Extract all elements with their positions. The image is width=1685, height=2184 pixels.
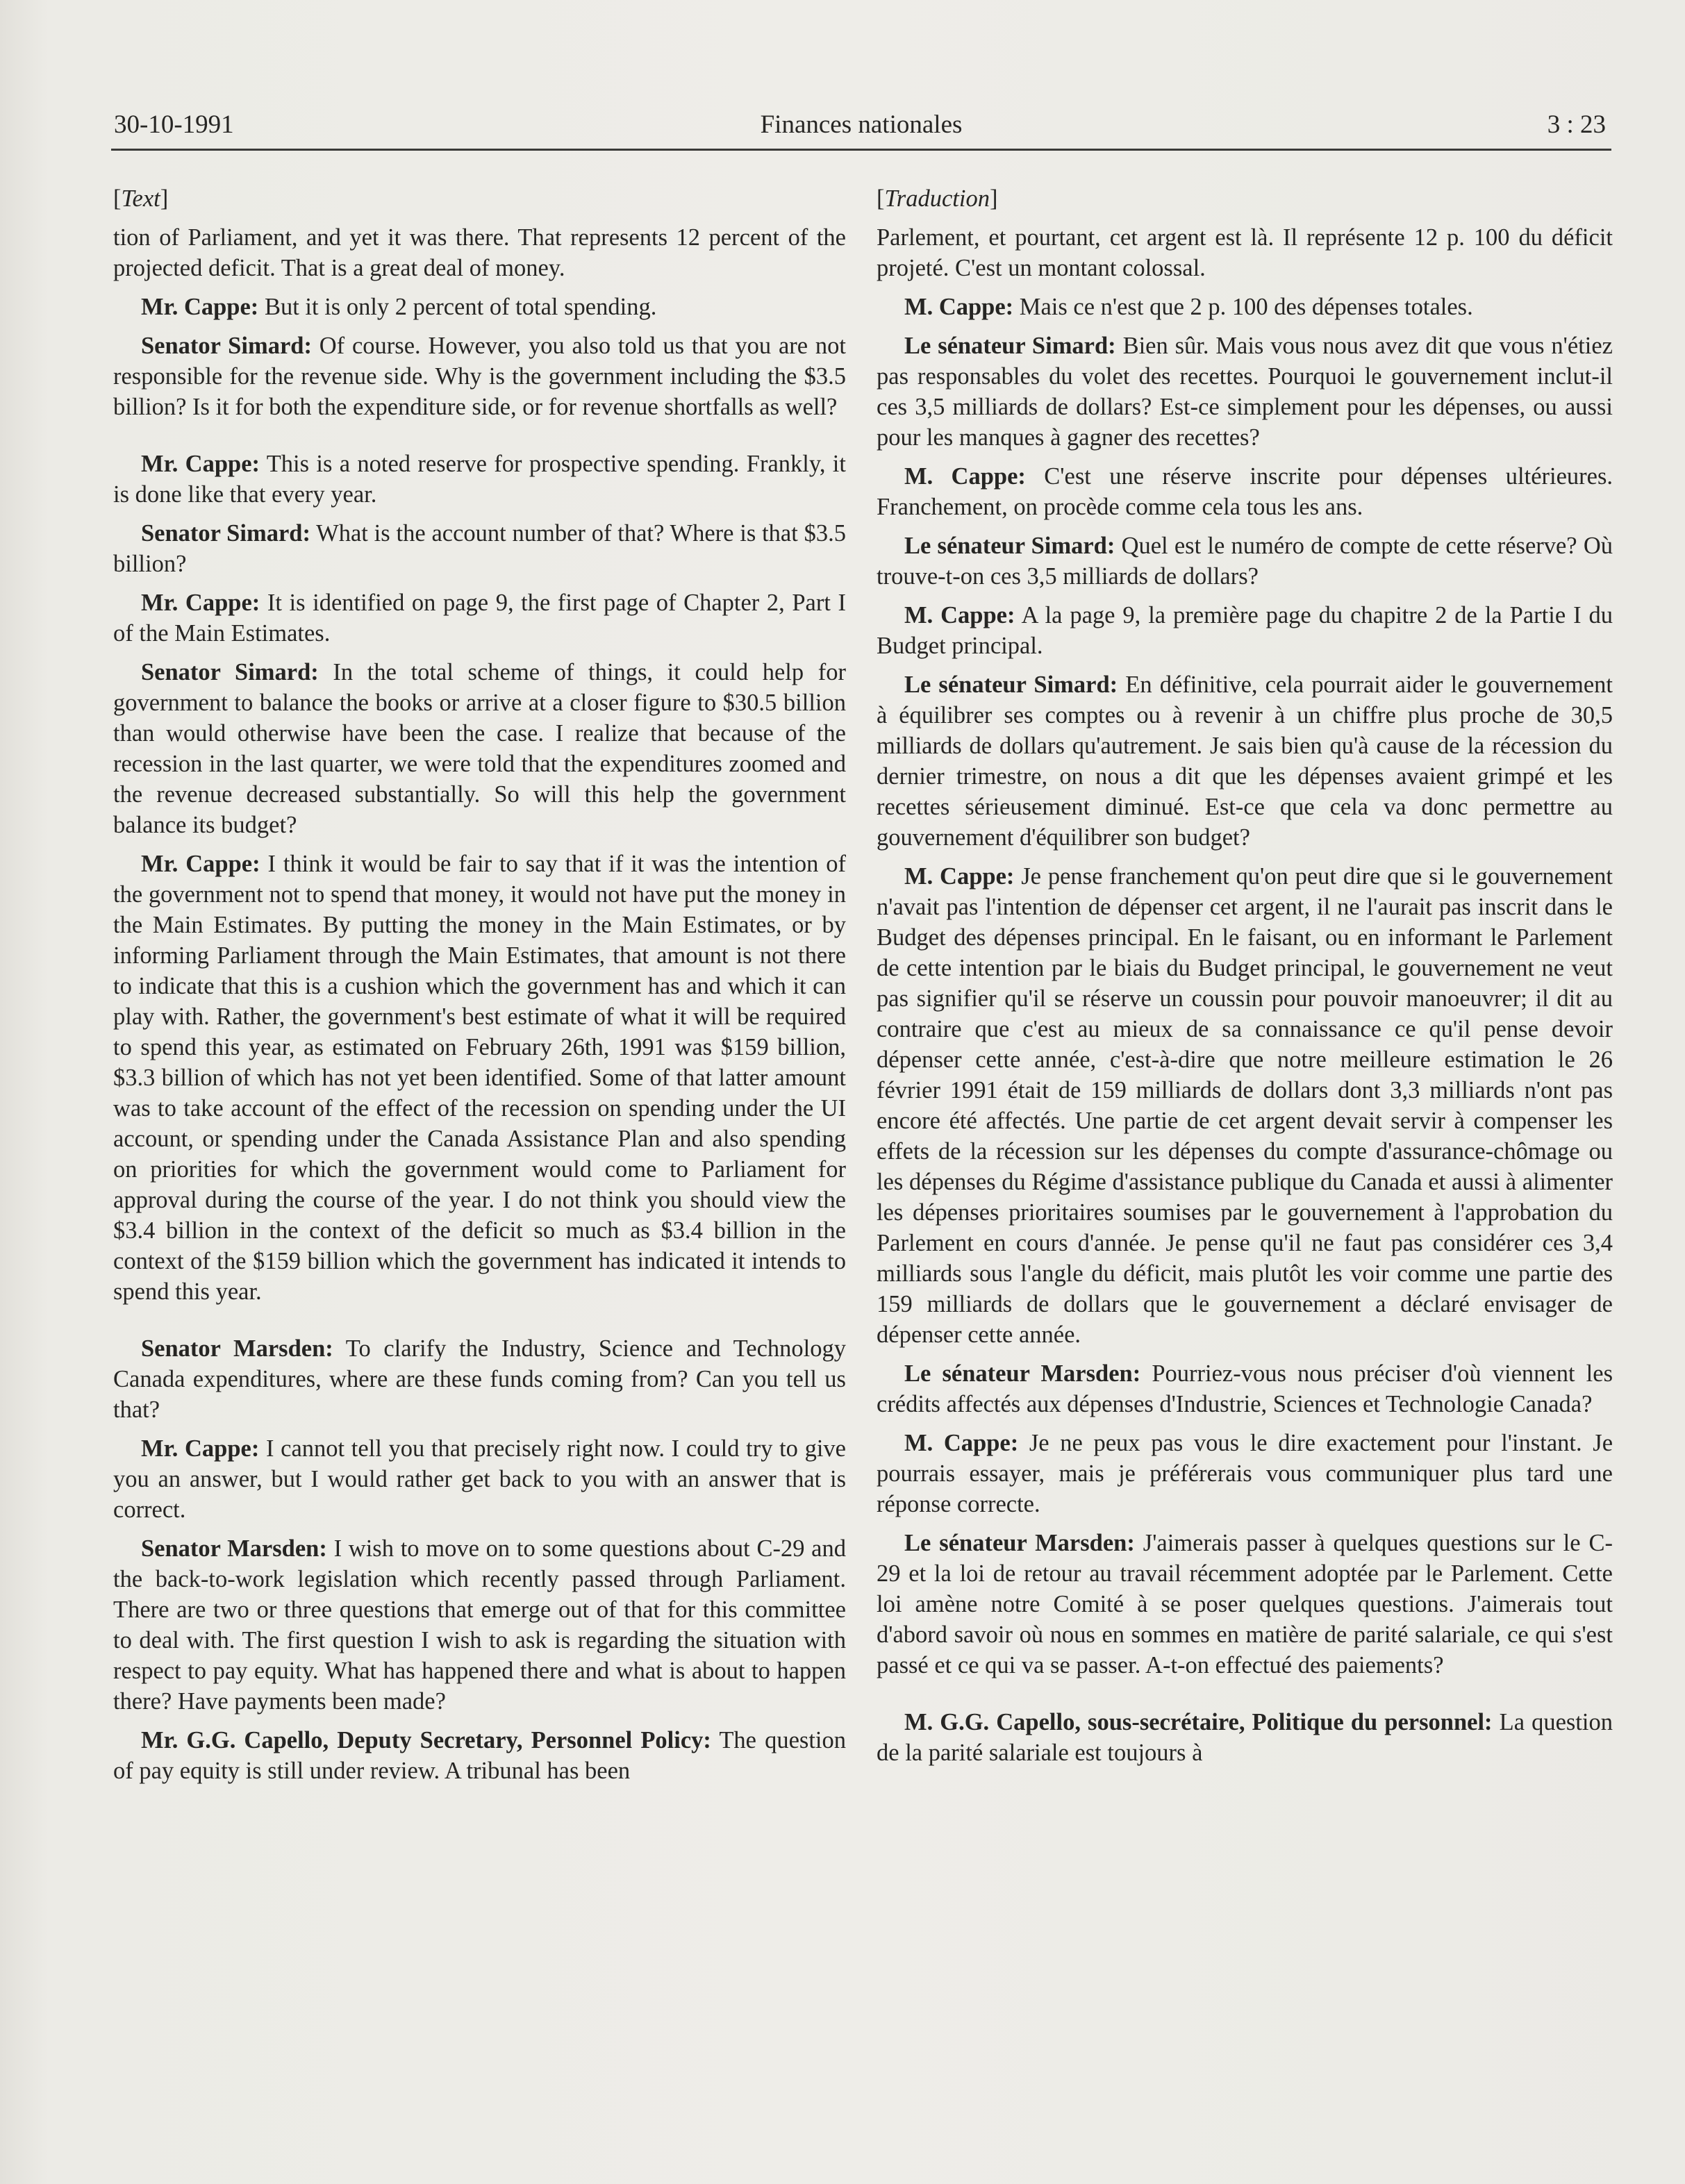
page-header	[111, 107, 1611, 151]
paragraph: Mr. Cappe: I think it would be fair to say that if it was the intention of the government not to spend that money, it would not have put the money in the Main Estimates. By putting the money in the Main Estimates, or by informing Parliament through the Main Estimates, that amount is not there to indicate that this is a cushion which the government has and which it can play with. Rather, the government's best estimate of what it will be required to spend this year, as estimated on February 26th, 1991 was $159 billion, $3.3 billion of which has not yet been identified. Some of that latter amount was to take account of the effect of the recession on spending under the UI account, or spending under the Canada Assistance Plan and also spending on priorities for which the government would come to Parliament for approval during the course of the year. I do not think you should view the $3.4 billion in the context of the deficit so much as $3.4 billion in the context of the $159 billion which the government has indicated it intends to spend this year.	[113, 851, 847, 1305]
paragraph: Le sénateur Simard: En définitive, cela pourrait aider le gouvernement à équilibrer ses comptes ou à revenir à un chiffre plus proche de 30,5 milliards de dollars qu'autrement. Je sais bien qu'à cause de la récession du dernier trimestre, on nous a dit que les dépenses avaient grimpé et les recettes sérieusement diminué. Est-ce que cela va donc permettre au gouvernement d'équilibrer son budget?	[877, 672, 1613, 851]
paragraph: Mr. Cappe: It is identified on page 9, the first page of Chapter 2, Part I of the Main Estimates.	[113, 590, 846, 647]
speaker-name: Senator Marsden:	[141, 1535, 327, 1562]
text-marker: [Text]	[113, 185, 169, 212]
paragraph: Le sénateur Marsden: Pourriez-vous nous préciser d'où viennent les crédits affectés aux dépenses d'Industrie, Sciences et Technologie Canada?	[877, 1360, 1613, 1417]
paragraph: Mr. G.G. Capello, Deputy Secretary, Personnel Policy: The question of pay equity is still under review. A tribunal has been	[113, 1727, 846, 1784]
speaker-name: Mr. Cappe:	[141, 590, 260, 616]
speaker-name: M. Cappe:	[904, 863, 1015, 890]
paragraph: M. Cappe: Mais ce n'est que 2 p. 100 des dépenses totales.	[904, 294, 1473, 320]
speaker-name: Senator Simard:	[141, 659, 319, 685]
paragraph: Senator Simard: In the total scheme of things, it could help for government to balance the books or arrive at a closer figure to $30.5 billion than would otherwise have been the case. I realize that because of the recession in the last quarter, we were told that the expenditures zoomed and the revenue decreased substantially. So will this help the government balance its budget?	[113, 659, 847, 838]
speaker-name: Senator Simard:	[141, 333, 312, 359]
english-column	[113, 183, 846, 1794]
speaker-name: Mr. Cappe:	[141, 851, 260, 877]
speaker-name: M. Cappe:	[904, 294, 1014, 320]
speaker-name: Le sénateur Marsden:	[904, 1530, 1135, 1556]
speaker-name: M. Cappe:	[904, 602, 1015, 628]
paragraph: Mr. Cappe: This is a noted reserve for prospective spending. Frankly, it is done like that every year.	[113, 451, 846, 508]
speaker-name: Mr. Cappe:	[141, 294, 259, 320]
speaker-name: M. Cappe:	[904, 463, 1026, 490]
speaker-name: Le sénateur Simard:	[904, 533, 1115, 559]
speaker-name: Le sénateur Marsden:	[904, 1360, 1141, 1387]
paragraph: Le sénateur Marsden: J'aimerais passer à quelques questions sur le C-29 et la loi de retour au travail récemment adoptée par le Parlement. Cette loi amène notre Comité à se poser quelques questions. J'aimerais tout d'abord savoir où nous en sommes en matière de parité salariale, ce qui s'est passé et ce qui va se passer. A-t-on effectué des paiements?	[877, 1530, 1613, 1678]
paragraph: Senator Marsden: To clarify the Industry, Science and Technology Canada expenditures, where are these funds coming from? Can you tell us that?	[113, 1335, 846, 1423]
paragraph: Mr. Cappe: I cannot tell you that precisely right now. I could try to give you an answer, but I would rather get back to you with an answer that is correct.	[113, 1435, 846, 1523]
paragraph: M. Cappe: C'est une réserve inscrite pour dépenses ultérieures. Franchement, on procède comme cela tous les ans.	[877, 463, 1613, 520]
speaker-name: Mr. Cappe:	[141, 451, 260, 477]
paragraph: tion of Parliament, and yet it was there. That represents 12 percent of the projected deficit. That is a great deal of money.	[113, 224, 846, 281]
paragraph: M. Cappe: A la page 9, la première page du chapitre 2 de la Partie I du Budget principal.	[877, 602, 1613, 659]
header-date: 30-10-1991	[114, 110, 234, 139]
paragraph: Le sénateur Simard: Bien sûr. Mais vous nous avez dit que vous n'étiez pas responsables du volet des recettes. Pourquoi le gouvernement inclut-il ces 3,5 milliards de dollars? Est-ce simplement pour les dépenses, ou aussi pour les manques à gagner des recettes?	[877, 333, 1613, 451]
paragraph: M. G.G. Capello, sous-secrétaire, Politique du personnel: La question de la parité salariale est toujours à	[877, 1709, 1613, 1766]
paragraph: Senator Marsden: I wish to move on to some questions about C-29 and the back-to-work legislation which recently passed through Parliament. There are two or three questions that emerge out of that for this committee to deal with. The first question I wish to ask is regarding the situation with respect to pay equity. What has happened there and what is about to happen there? Have payments been made?	[113, 1535, 846, 1715]
header-page-number: 3 : 23	[1547, 110, 1606, 139]
speaker-name: Senator Marsden:	[141, 1335, 333, 1362]
traduction-marker: [Traduction]	[877, 185, 998, 212]
paragraph: M. Cappe: Je ne peux pas vous le dire exactement pour l'instant. Je pourrais essayer, mais je préférerais vous communiquer plus tard une réponse correcte.	[877, 1430, 1613, 1517]
speaker-name: M. G.G. Capello, sous-secrétaire, Politique du personnel:	[904, 1709, 1493, 1735]
paragraph: Parlement, et pourtant, cet argent est là. Il représente 12 p. 100 du déficit projeté. C'est un montant colossal.	[877, 224, 1613, 281]
paragraph: Senator Simard: What is the account number of that? Where is that $3.5 billion?	[113, 520, 846, 577]
paragraph: Senator Simard: Of course. However, you also told us that you are not responsible for the revenue side. Why is the government including the $3.5 billion? Is it for both the expenditure side, or for revenue shortfalls as well?	[113, 333, 847, 420]
header-title: Finances nationales	[760, 110, 963, 139]
speaker-name: Mr. G.G. Capello, Deputy Secretary, Personnel Policy:	[141, 1727, 711, 1753]
french-column	[877, 183, 1613, 1776]
paragraph: Mr. Cappe: But it is only 2 percent of total spending.	[141, 294, 657, 320]
paragraph: Le sénateur Simard: Quel est le numéro de compte de cette réserve? Où trouve-t-on ces 3,5 milliards de dollars?	[877, 533, 1613, 590]
speaker-name: Mr. Cappe:	[141, 1435, 260, 1462]
paragraph: M. Cappe: Je pense franchement qu'on peut dire que si le gouvernement n'avait pas l'intention de dépenser cet argent, il ne l'aurait pas inscrit dans le Budget des dépenses principal. En le faisant, ou en informant le Parlement de cette intention par le biais du Budget principal, le gouvernement ne veut pas signifier qu'il se réserve un coussin pour pouvoir manoeuvrer; il dit au contraire que c'est au mieux de sa connaissance ce qu'il pense devoir dépenser cette année, c'est-à-dire que notre meilleure estimation le 26 février 1991 était de 159 milliards de dollars dont 3,3 milliards n'ont pas encore été affectés. Une partie de cet argent devait servir à compenser les effets de la récession sur les dépenses du compte d'assurance-chômage ou les dépenses du Régime d'assistance publique du Canada et aussi à alimenter les dépenses prioritaires soumises par le gouvernement à l'approbation du Parlement en cours d'année. Je pense qu'il ne faut pas considérer ces 3,4 milliards sous l'angle du déficit, mais plutôt les voir comme une partie des 159 milliards de dollars que le gouvernement a déclaré envisager de dépenser cette année.	[877, 863, 1613, 1348]
speaker-name: M. Cappe:	[904, 1430, 1019, 1456]
speaker-name: Senator Simard:	[141, 520, 310, 547]
speaker-name: Le sénateur Simard:	[904, 672, 1118, 698]
speaker-name: Le sénateur Simard:	[904, 333, 1116, 359]
